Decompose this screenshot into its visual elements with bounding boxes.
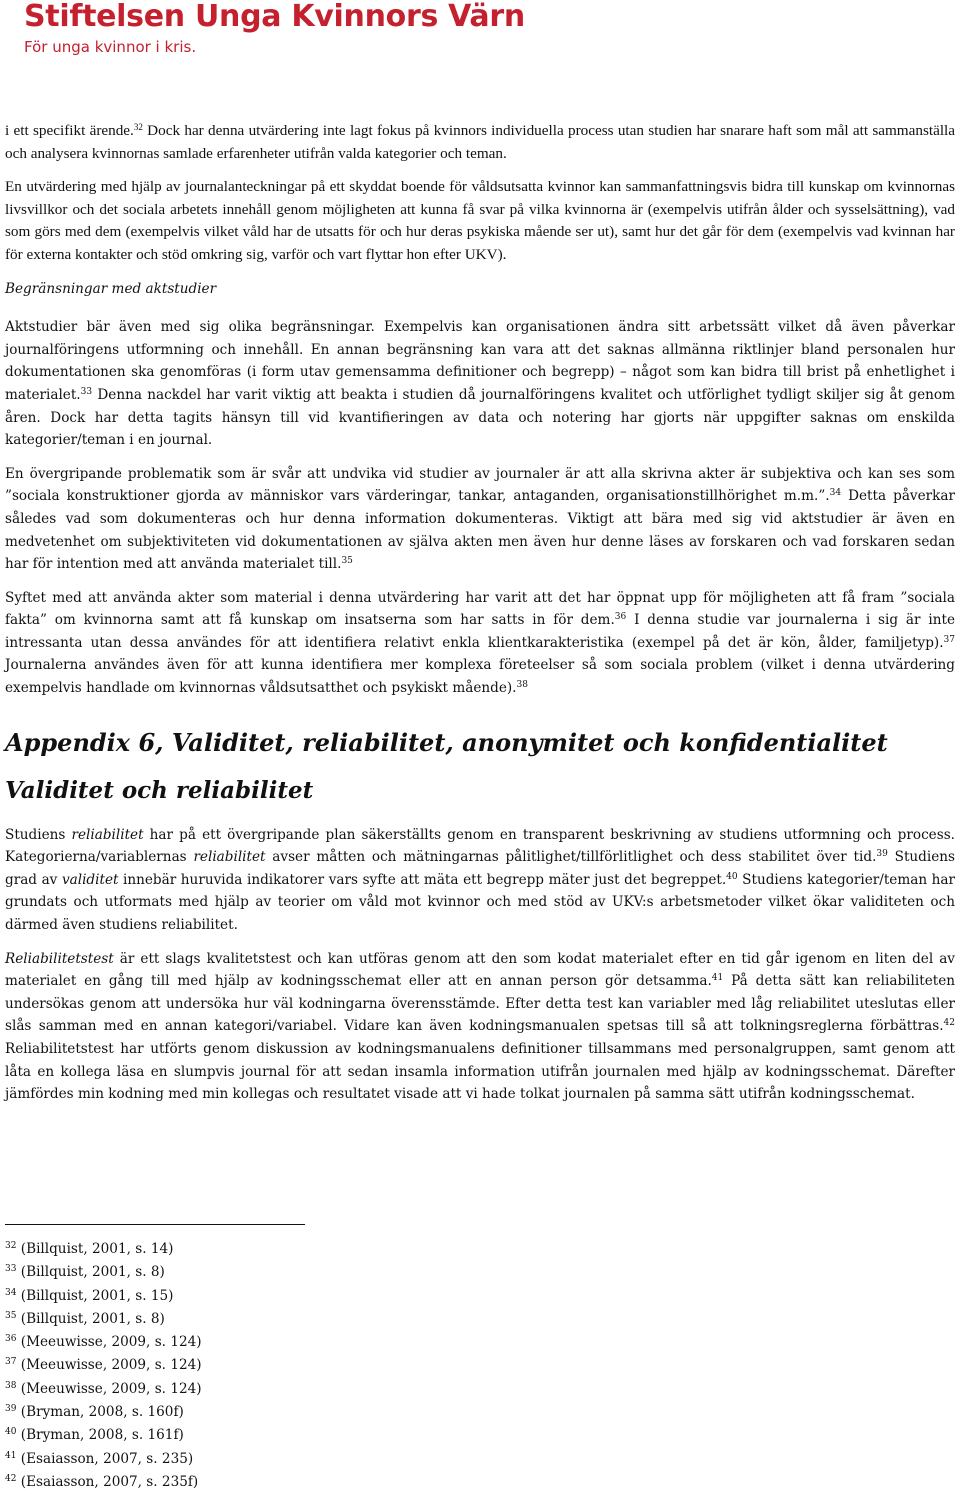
footnote-ref-33[interactable]: 33 bbox=[80, 386, 93, 397]
footnote-ref-42[interactable]: 42 bbox=[943, 1018, 955, 1029]
footnote: $^{38}$ (Meeuwisse, 2009, s. 124) bbox=[5, 1380, 202, 1397]
footnote: $^{41}$ (Esaiasson, 2007, s. 235) bbox=[5, 1450, 194, 1467]
footnotes bbox=[5, 1238, 202, 1494]
footnote: $^{39}$ (Bryman, 2008, s. 160f) bbox=[5, 1404, 184, 1421]
footnote-ref-34[interactable]: 34 bbox=[829, 488, 842, 499]
footnote-ref-36[interactable]: 36 bbox=[614, 612, 627, 623]
paragraph-subjectivity: En övergripande problematik som är svår att undvika vid studier av journaler är att alla skrivna akter är subjektiva och kan ses som ”sociala konstruktioner gjorda av människor vars värderingar, tankar, antaganden, organisationstillhörighet m.m.”.$^{34}$ Detta påverkar således vad som dokumenteras och hur denna information dokumenteras. Viktigt att bära med sig vid aktstudier är även en medvetenhet om subjektiviteten vid dokumentationen av själva akten men även hur denne läses av forskaren och vad forskaren sedan har för intention med att använda materialet till.$^{35}$ bbox=[5, 465, 955, 573]
org-tagline: För unga kvinnor i kris. bbox=[24, 38, 197, 56]
footnote: $^{36}$ (Meeuwisse, 2009, s. 124) bbox=[5, 1334, 202, 1351]
paragraph-reliability-test: Reliabilitetstest är ett slags kvalitetstest och kan utföras genom att den som kodat materialet efter en tid går igenom en liten del av materialet en gång till med hjälp av kodningsschemat eller att en annan person gör detsamma.$^{41}$ På detta sätt kan reliabiliteten undersökas genom att undersöka hur väl kodningarna överensstämde. Efter detta test kan variabler med låg reliabilitet uteslutas eller slås samman med en annan kategori/variabel. Vidare kan även kodningsmanualen spetsas till så att tolkningsreglerna förbättras.$^{42}$ Reliabilitetstest har utförts genom diskussion av kodningsmanualens definitioner tillsammans med personalgruppen, samt genom att låta en kollega läsa en slumpvis journal för att sedan insamla information utifrån journalen med hjälp av kodningsschemat. Därefter jämfördes min kodning med min kollegas och resultatet visade att vi hade tolkat journalen på samma sätt utifrån kodningsschemat. bbox=[5, 950, 955, 1103]
footnote-ref-32[interactable]: 32 bbox=[133, 122, 143, 132]
footnote: $^{37}$ (Meeuwisse, 2009, s. 124) bbox=[5, 1357, 202, 1374]
section-heading: Validitet och reliabilitet bbox=[5, 776, 314, 804]
org-logo bbox=[24, 0, 525, 58]
footnote-ref-35[interactable]: 35 bbox=[341, 556, 353, 567]
appendix-heading: Appendix 6, Validitet, reliabilitet, anonymitet och konfidentialitet bbox=[5, 727, 888, 757]
document-body bbox=[5, 120, 955, 1117]
footnote-ref-38[interactable]: 38 bbox=[516, 680, 528, 691]
footnote: $^{35}$ (Billquist, 2001, s. 8) bbox=[5, 1310, 165, 1327]
subheading-limitations: Begränsningar med aktstudier bbox=[5, 280, 217, 297]
footnote: $^{32}$ (Billquist, 2001, s. 14) bbox=[5, 1241, 174, 1257]
footnote: $^{42}$ (Esaiasson, 2007, s. 235f) bbox=[5, 1473, 199, 1490]
footnote-ref-37[interactable]: 37 bbox=[943, 634, 955, 645]
footnote: $^{34}$ (Billquist, 2001, s. 15) bbox=[5, 1287, 174, 1304]
paragraph-summary: En utvärdering med hjälp av journalanteckningar på ett skyddat boende för våldsutsatta kvinnor kan sammanfattningsvis bidra till kunskap om kvinnornas livsvillkor och det sociala arbetets innehåll genom möjligheten att kunna få svar på vilka kvinnorna är (exempelvis utifrån ålder och sysselsättning), vad som görs med dem (exempelvis vilket våld har de utsatts för och hur deras psykiska mående ser ut), samt hur det går för dem (exempelvis vad kvinnan har för externa kontakter och stöd omkring sig, varför och vart flyttar hon efter UKV). bbox=[5, 178, 955, 263]
paragraph-limitations: Aktstudier bär även med sig olika begränsningar. Exempelvis kan organisationen ändra sitt arbetssätt vilket då även påverkar journalföringens utformning och innehåll. En annan begränsning kan vara att det saknas allmänna riktlinjer bland personalen hur dokumentationen ska genomföras (i form utav gemensamma definitioner och begrepp) – något som kan bidra till brist på enhetlighet i materialet.$^{33}$ Denna nackdel har varit viktig att beakta i studien då journalföringens kvalitet och utförlighet tydligt skiljer sig åt genom åren. Dock har detta tagits hänsyn till vid kvantifieringen av data och notering har gjorts när uppgifter saknas om enskilda kategorier/teman i en journal. bbox=[5, 319, 955, 449]
footnote-ref-41[interactable]: 41 bbox=[711, 973, 724, 984]
footnote: $^{40}$ (Bryman, 2008, s. 161f) bbox=[5, 1427, 184, 1444]
footnote-separator bbox=[5, 1224, 305, 1225]
org-name: Stiftelsen Unga Kvinnors Värn bbox=[24, 0, 525, 34]
paragraph-purpose: Syftet med att använda akter som material i denna utvärdering har varit att det har öppnat upp för möjligheten att få fram ”sociala fakta” om kvinnorna samt att få kunskap om insatserna som har satts in för dem.$^{36}$ I denna studie var journalerna i sig är inte intressanta utan dessa användes för att identifiera relativt enkla klientkarakteristika (exempel på det är kön, ålder, familjetyp).$^{37}$ Journalerna användes även för att kunna identifiera mer komplexa företeelser så som sociala problem (vilket i denna utvärdering exempelvis handlade om kvinnornas våldsutsatthet och psykiskt mående).$^{38}$ bbox=[5, 589, 955, 697]
footnote-ref-39[interactable]: 39 bbox=[876, 849, 888, 860]
footnote-ref-40[interactable]: 40 bbox=[726, 871, 738, 882]
footnote: $^{33}$ (Billquist, 2001, s. 8) bbox=[5, 1264, 165, 1281]
paragraph-intro: i ett specifikt ärende.$^{32}$ Dock har denna utvärdering inte lagt fokus på kvinnors individuella process utan studien har snarare haft som mål att sammanställa och analysera kvinnornas samlade erfarenheter utifrån valda kategorier och teman. bbox=[5, 122, 955, 162]
paragraph-validity: Studiens reliabilitet har på ett övergripande plan säkerställts genom en transparent beskrivning av studiens utformning och process. Kategorierna/variablernas reliabilitet avser måtten och mätningarnas pålitlighet/tillförlitlighet och dess stabilitet över tid.$^{39}$ Studiens grad av validitet innebär huruvida indikatorer vars syfte att mäta ett begrepp mäter just det begreppet.$^{40}$ Studiens kategorier/teman har grundats och utformats med hjälp av teorier om våld mot kvinnor och med stöd av UKV:s arbetsmetoder vilket ökar validiteten och därmed även studiens reliabilitet. bbox=[5, 826, 956, 934]
